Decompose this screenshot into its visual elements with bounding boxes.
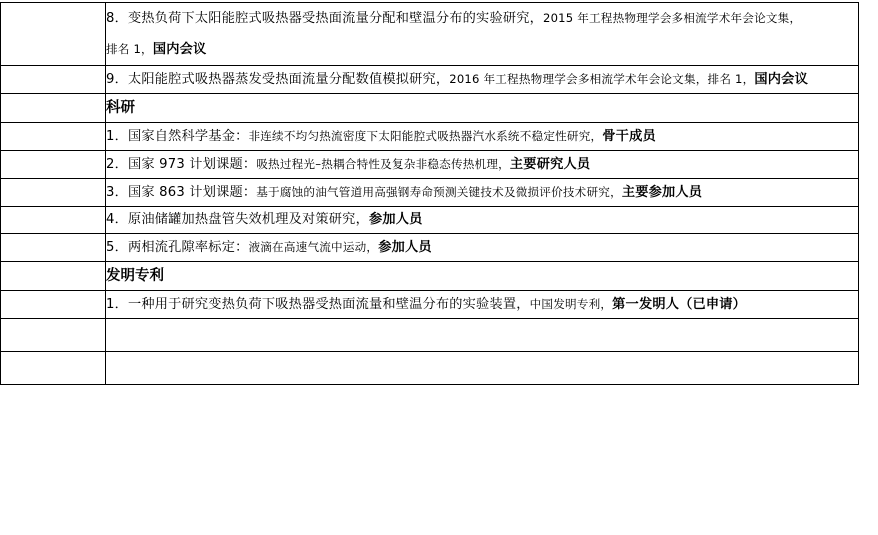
table-row-empty [1,319,859,352]
entry-line [106,291,858,318]
table-row-section [1,262,859,291]
entry-text-main: 5．两相流孔隙率标定： [106,240,249,255]
entry-text-highlight: 主要参加人员 [621,185,703,200]
row-label-cell [1,151,106,179]
row-label-cell [1,352,106,385]
entry-text-detail: 中国发明专利， [529,297,613,311]
entry-text-main: 2．国家 973 计划课题： [106,157,257,172]
entry-text-detail: 吸热过程光–热耦合特性及复杂非稳态传热机理， [256,157,510,171]
row-content-cell [106,151,859,179]
row-content-cell [106,3,859,66]
row-content-cell [106,319,859,352]
entry-line [106,3,858,34]
entry-text-detail: 液滴在高速气流中运动， [248,240,379,254]
table-row [1,66,859,94]
entry-text-main: 1．一种用于研究变热负荷下吸热器受热面流量和壁温分布的实验装置， [106,297,530,312]
row-label-cell [1,319,106,352]
row-content-cell [106,291,859,319]
row-content-cell [106,66,859,94]
entry-text-source: 2015 年工程热物理学会多相流学术年会论文集， [543,11,802,25]
entry-text-highlight: 国内会议 [152,42,207,57]
resume-table [0,2,859,385]
table-body [1,3,859,385]
entry-text-source: 2016 年工程热物理学会多相流学术年会论文集，排名 1， [449,72,755,86]
table-row [1,291,859,319]
row-label-cell [1,123,106,151]
entry-line [106,123,858,150]
entry-line [106,66,858,93]
entry-text-rank: 排名 1， [106,42,153,56]
row-label-cell [1,207,106,234]
table-row [1,179,859,207]
row-content-cell [106,207,859,234]
row-label-cell [1,3,106,66]
row-label-cell [1,94,106,123]
row-label-cell [1,262,106,291]
table-row [1,207,859,234]
entry-text-main: 4．原油储罐加热盘管失效机理及对策研究， [106,212,369,227]
row-content-cell [106,352,859,385]
entry-text-highlight: 参加人员 [378,240,432,255]
entry-text-highlight: 主要研究人员 [509,157,591,172]
entry-text-main: 8．变热负荷下太阳能腔式吸热器受热面流量分配和壁温分布的实验研究， [106,11,543,26]
entry-text-detail: 非连续不均匀热流密度下太阳能腔式吸热器汽水系统不稳定性研究， [248,129,603,143]
entry-text-main: 1．国家自然科学基金： [106,129,249,144]
table-row [1,234,859,262]
entry-line [106,179,858,206]
entry-text-main: 9．太阳能腔式吸热器蒸发受热面流量分配数值模拟研究， [106,72,450,87]
row-label-cell [1,291,106,319]
entry-text-highlight: 第一发明人（已申请） [612,297,747,312]
entry-line [106,207,858,233]
entry-text-highlight: 国内会议 [754,72,808,87]
row-label-cell [1,66,106,94]
row-content-cell [106,234,859,262]
entry-text-detail: 基于腐蚀的油气管道用高强钢寿命预测关键技术及微损评价技术研究， [256,185,622,199]
section-heading: 科研 [106,100,135,116]
table-row-section [1,94,859,123]
row-content-cell [106,262,859,291]
row-content-cell [106,179,859,207]
entry-line [106,34,858,65]
row-content-cell [106,94,859,123]
section-heading: 发明专利 [106,268,164,284]
row-label-cell [1,234,106,262]
row-content-cell [106,123,859,151]
table-row-empty [1,352,859,385]
entry-line [106,234,858,261]
table-row [1,123,859,151]
entry-line [106,151,858,178]
row-label-cell [1,179,106,207]
entry-text-highlight: 骨干成员 [602,129,656,144]
entry-text-main: 3．国家 863 计划课题： [106,185,257,200]
table-row [1,3,859,66]
entry-text-highlight: 参加人员 [368,212,423,227]
table-row [1,151,859,179]
